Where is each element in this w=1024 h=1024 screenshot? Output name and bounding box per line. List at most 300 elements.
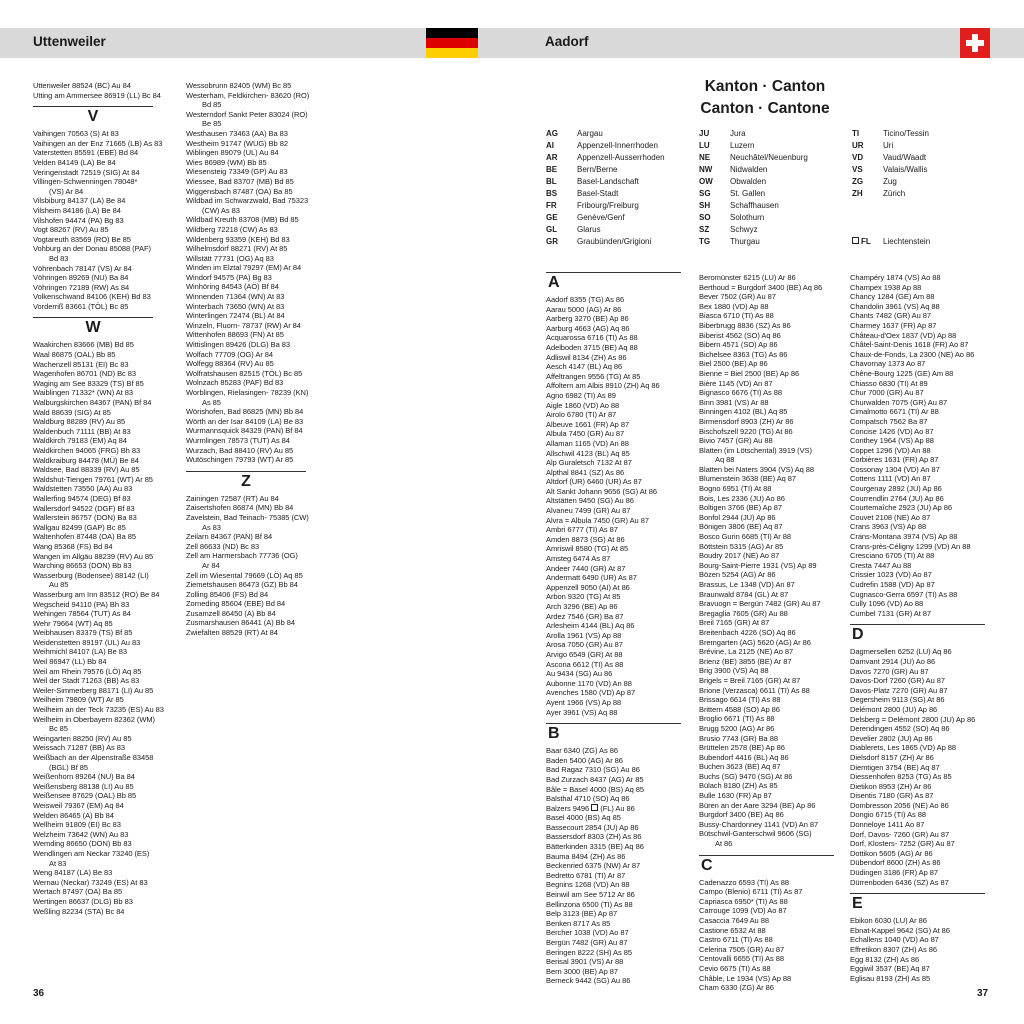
canton-code: GR: [546, 237, 558, 246]
index-entry: Aarberg 3270 (BE) Ap 86: [546, 314, 629, 324]
index-entry: Vöhringen 89269 (NU) Ba 84: [33, 273, 129, 283]
index-entry: Wörth an der Isar 84109 (LA) Be 83: [186, 416, 304, 426]
section-header: [546, 723, 696, 744]
index-entry: Zainingen 72587 (RT) Au 84: [186, 493, 279, 503]
index-entry: (VS) Ar 84: [49, 186, 84, 196]
canton-code: GL: [546, 225, 558, 234]
index-entry: Velden 84149 (LA) Be 84: [33, 157, 116, 167]
canton-row: [699, 212, 808, 224]
index-entry: Winhöring 84543 (AÖ) Bf 84: [186, 282, 279, 292]
index-entry: Warching 86653 (DON) Bb 83: [33, 561, 132, 571]
canton-row: [852, 164, 930, 176]
index-entry: Waal 86875 (OAL) Bb 85: [33, 350, 116, 360]
index-entry: Wildbad Kreuth 83708 (MB) Bd 85: [186, 215, 299, 225]
section-letter: V: [87, 108, 99, 126]
index-entry: Bubendorf 4416 (BL) Aq 86: [699, 752, 789, 762]
canton-row: [852, 176, 930, 188]
index-entry: Diablerets, Les 1865 (VD) Ap 88: [850, 743, 957, 753]
canton-row: [546, 164, 665, 176]
switzerland-flag-icon: [960, 28, 990, 58]
canton-code: ZG: [852, 177, 864, 186]
canton-code: OW: [699, 177, 713, 186]
index-entry: Veringenstadt 72519 (SIG) At 84: [33, 167, 140, 177]
canton-code: FR: [546, 201, 557, 210]
index-entry: Wiblingen 89079 (UL) Au 84: [186, 148, 279, 158]
index-entry: Delémont 2800 (JU) Ap 86: [850, 704, 938, 714]
index-entry: Bourg-Saint-Pierre 1931 (VS) Ap 89: [699, 560, 817, 570]
index-entry: Winnenden 71364 (WN) At 83: [186, 292, 285, 302]
index-entry: Ebnat-Kappel 9642 (SG) At 86: [850, 925, 950, 935]
index-entry: Weingarten 88250 (RV) Au 85: [33, 733, 132, 743]
index-entry: Bosco Gurin 6685 (TI) Ar 88: [699, 532, 792, 542]
canton-row: [699, 236, 808, 248]
index-entry: Dietikon 8953 (ZH) Ar 86: [850, 781, 932, 791]
index-entry: Vaihingen an der Enz 71665 (LB) As 83: [33, 138, 163, 148]
canton-row: [852, 236, 930, 248]
index-entry: Westerham, Feldkirchen- 83620 (RO): [186, 90, 310, 100]
index-entry: Adelboden 3715 (BE) Aq 88: [546, 342, 638, 352]
index-entry: Dorf, Davos- 7260 (GR) Au 87: [850, 829, 950, 839]
index-entry: Bülach 8180 (ZH) As 85: [699, 781, 778, 791]
index-entry: Ar 84: [202, 560, 220, 570]
index-entry: Castione 6532 At 88: [699, 925, 766, 935]
index-entry: Binn 3981 (VS) Ar 88: [699, 397, 769, 407]
index-entry: Brévine, La 2125 (NE) Ao 87: [699, 647, 794, 657]
index-entry: Ayent 1966 (VS) Ap 88: [546, 697, 622, 707]
index-entry: Zolling 85406 (FS) Bd 84: [186, 589, 269, 599]
index-entry: Wegscheid 94110 (PA) Bh 83: [33, 599, 130, 609]
index-entry: Zaisertshofen 86874 (MN) Bb 84: [186, 503, 294, 513]
index-entry: Waiblingen 71332* (WN) At 83: [33, 388, 134, 398]
canton-row: [852, 128, 930, 140]
index-entry: Eggiwil 3537 (BE) Aq 87: [850, 964, 930, 974]
index-entry: Begnins 1268 (VD) An 88: [546, 880, 630, 890]
index-entry: Bad Ragaz 7310 (SG) Au 86: [546, 765, 640, 775]
index-entry: Waldkraiburg 84478 (MÜ) Be 84: [33, 455, 139, 465]
index-entry: Biel 2500 (BE) Ap 86: [699, 359, 768, 369]
index-column-left-1: [33, 81, 183, 916]
index-entry: Weilheim in Oberbayern 82362 (WM): [33, 714, 156, 724]
index-entry: Appenzell 9050 (AI) At 86: [546, 582, 630, 592]
index-entry: Bischofszell 9220 (TG) At 86: [699, 426, 793, 436]
index-entry: Wiggensbach 87487 (OA) Ba 85: [186, 186, 293, 196]
canton-name: [883, 200, 885, 212]
index-entry: Conthey 1964 (VS) Ap 88: [850, 436, 934, 446]
canton-row: [852, 152, 930, 164]
index-entry: Büren an der Aare 3294 (BE) Ap 86: [699, 800, 816, 810]
index-entry: Brugg 5200 (AG) Ar 86: [699, 723, 775, 733]
canton-list-3: [852, 128, 930, 248]
canton-code: SG: [699, 189, 711, 198]
canton-code: VD: [852, 153, 864, 162]
index-entry: Disentis 7180 (GR) As 87: [850, 791, 934, 801]
index-entry: Dottikon 5605 (AG) Ar 86: [850, 848, 933, 858]
index-entry: Ebikon 6030 (LU) Ar 86: [850, 916, 927, 926]
index-entry: Windorf 94575 (PA) Bg 83: [186, 272, 272, 282]
index-entry: Carrouge 1099 (VD) Ao 87: [699, 906, 787, 916]
index-entry: Alvra = Albula 7450 (GR) Au 87: [546, 515, 649, 525]
index-entry: Chur 7000 (GR) Au 87: [850, 388, 924, 398]
canton-row: [699, 164, 808, 176]
index-entry: Aarburg 4663 (AG) Aq 86: [546, 323, 630, 333]
canton-row: [852, 188, 930, 200]
canton-code: TI: [852, 129, 860, 138]
section-letter: B: [548, 725, 560, 743]
canton-name: Nidwalden: [730, 165, 768, 174]
index-entry: Bercher 1038 (VD) Ao 87: [546, 928, 629, 938]
index-entry: Bedretto 6781 (TI) Ar 87: [546, 870, 626, 880]
index-entry: Volkenschwand 84106 (KEH) Bd 83: [33, 292, 151, 302]
canton-name: Liechtenstein: [883, 237, 931, 246]
index-entry: Vöhringen 72189 (RW) As 84: [33, 282, 130, 292]
index-entry: Uttenweiler 88524 (BC) Au 84: [33, 81, 131, 90]
index-entry: Cham 6330 (ZG) Ar 86: [699, 983, 774, 993]
canton-row: [699, 200, 808, 212]
canton-code: AI: [546, 141, 554, 150]
index-entry: Biberbrugg 8836 (SZ) As 86: [699, 320, 791, 330]
index-entry: Bätterkinden 3315 (BE) Aq 86: [546, 842, 644, 852]
index-entry: Zell am Harmersbach 77736 (OG): [186, 551, 298, 561]
index-entry: Albula 7450 (GR) Au 87: [546, 429, 625, 439]
page-number-right: 37: [977, 988, 989, 999]
canton-name: Basel-Landschaft: [577, 177, 639, 186]
index-entry: Andermatt 6490 (UR) As 87: [546, 573, 637, 583]
liechtenstein-box-icon: [852, 237, 859, 244]
index-entry: Wildbad im Schwarzwald, Bad 75323: [186, 196, 309, 206]
index-entry: Bassecourt 2854 (JU) Ap 86: [546, 822, 639, 832]
canton-row: [546, 152, 665, 164]
index-entry: Wang 85368 (FS) Bd 84: [33, 541, 113, 551]
index-entry: Blatten (im Lötschental) 3919 (VS): [699, 445, 812, 455]
index-entry: Bulle 1630 (FR) Ap 87: [699, 791, 772, 801]
canton-code: UR: [852, 141, 864, 150]
index-entry: Broglio 6671 (TI) As 88: [699, 714, 775, 724]
canton-row: [699, 176, 808, 188]
index-entry: Bienne = Biel 2500 (BE) Ap 86: [699, 368, 800, 378]
index-entry: Wachenzell 85131 (EI) Bc 83: [33, 359, 129, 369]
canton-code: AG: [546, 129, 558, 138]
index-entry: Waldsee, Bad 88339 (RV) Au 85: [33, 465, 140, 475]
index-entry: Winzeln, Fluorn- 78737 (RW) Ar 84: [186, 320, 301, 330]
canton-name: Jura: [730, 129, 746, 138]
index-entry: Wildenberg 93359 (KEH) Bd 83: [186, 234, 290, 244]
kanton-title-line1: Kanton · Canton: [704, 78, 826, 95]
index-entry: Bussy-Chardonney 1141 (VD) An 87: [699, 819, 819, 829]
index-entry: Zorneding 85604 (EBE) Bd 84: [186, 599, 286, 609]
index-entry: Davos-Dorf 7260 (GR) Au 87: [850, 676, 945, 686]
index-entry: Wurzach, Bad 88410 (RV) Au 85: [186, 445, 294, 455]
canton-name: St. Gallen: [730, 189, 766, 198]
index-entry: Bauma 8494 (ZH) As 86: [546, 851, 626, 861]
index-entry: Wasserburg am Inn 83512 (RO) Be 84: [33, 589, 160, 599]
index-entry: Vogtareuth 83569 (RO) Be 85: [33, 234, 131, 244]
index-entry: Campo (Blenio) 6711 (TI) As 87: [699, 887, 803, 897]
index-entry: Vaihingen 70563 (S) At 83: [33, 129, 119, 139]
section-header: [33, 317, 183, 338]
page-number-left: 36: [33, 988, 45, 999]
canton-name: Solothurn: [730, 213, 765, 222]
index-entry: Beromünster 6215 (LU) Ar 86: [699, 273, 796, 282]
canton-row: [546, 224, 665, 236]
page-title-left: Uttenweiler: [33, 34, 106, 49]
index-entry: Weißbach an der Alpenstraße 83458: [33, 753, 154, 762]
index-entry: Wörishofen, Bad 86825 (MN) Bb 84: [186, 407, 304, 417]
index-entry: Bivio 7457 (GR) Au 88: [699, 436, 773, 446]
index-entry: Chants 7482 (GR) Au 87: [850, 311, 932, 321]
index-entry: Wiesensteig 73349 (GP) Au 83: [186, 167, 288, 177]
index-entry: Coppet 1296 (VD) An 88: [850, 445, 931, 455]
index-entry: Utting am Ammersee 86919 (LL) Bc 84: [33, 90, 161, 100]
index-entry: Wolfratshausen 82515 (TÖL) Bc 85: [186, 368, 303, 378]
index-entry: Vogt 88267 (RV) Au 85: [33, 225, 109, 235]
index-entry: Wolnzach 85283 (PAF) Bd 83: [186, 378, 284, 388]
index-entry: Wertingen 86637 (DLG) Bb 83: [33, 896, 133, 906]
index-entry: Wallersdorf 94522 (DGF) Bf 83: [33, 503, 135, 513]
index-entry: Develier 2802 (JU) Ap 86: [850, 733, 933, 743]
index-entry: (CW) As 83: [202, 205, 240, 215]
index-entry: Vorderriß 83661 (TÖL) Bc 85: [33, 301, 129, 311]
index-entry: Bière 1145 (VD) An 87: [699, 378, 773, 388]
canton-name: Luzern: [730, 141, 755, 150]
index-entry: Dongio 6715 (TI) As 88: [850, 810, 927, 820]
index-entry: Weibhausen 83379 (TS) Bf 85: [33, 628, 133, 638]
index-entry: Wurmannsquick 84329 (PAN) Bf 84: [186, 426, 303, 436]
index-entry: Couvet 2108 (NE) Ao 87: [850, 512, 931, 522]
canton-row: [699, 152, 808, 164]
index-entry: Bözen 5254 (AG) Ar 86: [699, 570, 776, 580]
index-entry: Donneloye 1411 Ao 87: [850, 820, 925, 830]
index-entry: Weißensberg 88138 (LI) Au 85: [33, 781, 134, 791]
canton-code: BL: [546, 177, 557, 186]
index-entry: Wolfach 77709 (OG) Ar 84: [186, 349, 274, 359]
index-entry: Bad Zurzach 8437 (AG) Ar 85: [546, 774, 644, 784]
index-entry: Courgenay 2892 (JU) Ap 86: [850, 484, 942, 494]
canton-row: [699, 188, 808, 200]
index-entry: Ascona 6612 (TI) As 88: [546, 659, 624, 669]
index-entry: Cugnasco-Gerra 6597 (TI) As 88: [850, 589, 958, 599]
page-title-right: Aadorf: [545, 34, 589, 49]
index-entry: Airolo 6780 (TI) Ar 87: [546, 410, 617, 420]
index-entry: Crans 3963 (VS) Ap 88: [850, 522, 927, 532]
index-entry: Arolla 1961 (VS) Ap 88: [546, 630, 622, 640]
index-entry: Châtel-Saint-Denis 1618 (FR) Ao 87: [850, 340, 969, 350]
canton-code: NW: [699, 165, 713, 174]
index-entry: Champéry 1874 (VS) Ao 88: [850, 273, 941, 282]
index-entry: Wittislingen 89426 (DLG) Ba 83: [186, 340, 290, 350]
index-entry: Ardez 7546 (GR) Ba 87: [546, 611, 624, 621]
index-entry: Degersheim 9113 (SG) At 86: [850, 695, 945, 705]
kanton-title-line2: Canton · Cantone: [700, 100, 830, 117]
index-entry: Zavelstein, Bad Teinach- 75385 (CW): [186, 512, 309, 522]
index-entry: Brissago 6614 (TI) As 88: [699, 695, 781, 705]
index-entry: Weil der Stadt 71263 (BB) As 83: [33, 676, 140, 686]
index-entry: Dorf, Klosters- 7252 (GR) Au 87: [850, 839, 955, 849]
canton-code: [852, 212, 883, 224]
index-entry: Bogno 6951 (TI) At 88: [699, 484, 772, 494]
canton-list-2: [699, 128, 808, 248]
canton-code: JU: [699, 129, 710, 138]
index-entry: Waldburg 88289 (RV) Au 85: [33, 417, 126, 427]
canton-row: [852, 212, 930, 224]
index-entry: Balsthal 4710 (SO) Aq 86: [546, 794, 630, 804]
canton-name: Uri: [883, 141, 894, 150]
index-entry: Cresta 7447 Au 88: [850, 560, 912, 570]
index-entry: Cossonay 1304 (VD) An 87: [850, 464, 940, 474]
index-entry: As 85: [202, 397, 221, 407]
index-entry: Aubonne 1170 (VD) An 88: [546, 678, 632, 688]
index-entry: Weilheim 79809 (WT) Ar 85: [33, 695, 124, 705]
index-entry: Zell 86633 (ND) Bc 83: [186, 541, 260, 551]
canton-row: [852, 200, 930, 212]
index-entry: Winden im Elztal 79297 (EM) Ar 84: [186, 263, 302, 273]
index-entry: Capriasca 6950* (TI) As 88: [699, 896, 788, 906]
index-entry: Braunwald 8784 (GL) At 87: [699, 589, 789, 599]
index-entry: Aq 88: [715, 455, 735, 465]
index-entry: Waldstetten 73550 (AA) Au 83: [33, 484, 133, 494]
index-entry: Corbières 1631 (FR) Ap 87: [850, 455, 939, 465]
index-entry: Waging am See 83329 (TS) Bf 85: [33, 378, 144, 388]
canton-code: SZ: [699, 225, 710, 234]
index-entry: Waldkirchen 94065 (FRG) Bh 83: [33, 446, 141, 455]
canton-row: [699, 140, 808, 152]
index-entry: Alp Guraletsch 7132 At 87: [546, 458, 632, 468]
canton-row: [546, 200, 665, 212]
index-entry: Weil am Rhein 79576 (LÖ) Aq 85: [33, 666, 142, 676]
index-entry: Crans-Montana 3974 (VS) Ap 88: [850, 532, 958, 542]
kanton-title: [690, 76, 840, 120]
canton-name: Glarus: [577, 225, 601, 234]
index-entry: Avenches 1580 (VD) Ap 87: [546, 688, 636, 698]
index-entry: Basel 4000 (BS) Aq 85: [546, 813, 621, 823]
index-entry: Au 9434 (SG) Au 86: [546, 669, 613, 679]
index-entry: Bd 83: [49, 253, 69, 263]
canton-name: Zürich: [883, 189, 906, 198]
index-entry: Châble, Le 1934 (VS) Ap 88: [699, 973, 792, 983]
index-entry: Be 85: [202, 119, 222, 129]
index-entry: Davos 7270 (GR) Au 87: [850, 666, 929, 676]
canton-code: AR: [546, 153, 558, 162]
index-entry: Centovalli 6655 (TI) As 88: [699, 954, 784, 964]
index-entry: Weissach 71287 (BB) As 83: [33, 743, 125, 753]
index-entry: Courrendlin 2764 (JU) Ap 86: [850, 493, 944, 503]
index-entry: Westerndorf Sankt Peter 83024 (RO): [186, 109, 308, 119]
index-entry: Affoltern am Albis 8910 (ZH) Aq 86: [546, 381, 660, 391]
index-entry: Wolfegg 88364 (RV) Au 85: [186, 359, 274, 369]
canton-name: Schwyz: [730, 225, 758, 234]
index-entry: Vilsbiburg 84137 (LA) Be 84: [33, 196, 126, 206]
index-entry: Diemtigen 3754 (BE) Aq 87: [850, 762, 940, 772]
index-entry: Wallerfing 94574 (DEG) Bf 83: [33, 493, 131, 503]
index-entry: Cimalmotto 6671 (TI) Ar 88: [850, 407, 939, 417]
index-entry: At 86: [715, 839, 733, 849]
index-entry: Cevio 6675 (TI) As 88: [699, 963, 771, 973]
canton-code: BE: [546, 165, 558, 174]
canton-row: [699, 224, 808, 236]
section-letter: A: [548, 274, 560, 291]
index-entry: Albeuve 1661 (FR) Ap 87: [546, 419, 630, 429]
index-entry: Waakirchen 83666 (MB) Bd 85: [33, 340, 134, 350]
index-entry: Altstätten 9450 (SG) Au 86: [546, 496, 634, 506]
index-entry: Wagenhofen 86701 (ND) Bc 83: [33, 369, 137, 379]
index-entry: Zeilarn 84367 (PAN) Bf 84: [186, 532, 273, 542]
index-entry: (BGL) Bf 85: [49, 762, 89, 772]
index-entry: Wies 86989 (WM) Bb 85: [186, 157, 267, 167]
index-entry: Willstätt 77731 (OG) Aq 83: [186, 253, 274, 263]
index-entry: Baar 6340 (ZG) As 86: [546, 746, 618, 756]
index-entry: Bc 85: [49, 724, 68, 734]
index-entry: Alpthal 8841 (SZ) As 86: [546, 467, 625, 477]
canton-row: [546, 128, 665, 140]
index-entry: Winterlingen 72474 (BL) At 84: [186, 311, 285, 321]
section-letter: D: [852, 626, 864, 644]
index-entry: Eglisau 8193 (ZH) As 85: [850, 973, 931, 983]
index-entry: Wendlingen am Neckar 73240 (ES): [33, 848, 150, 858]
index-entry: Vöhrenbach 78147 (VS) Ar 84: [33, 263, 132, 273]
index-entry: Brione (Verzasca) 6611 (TI) As 88: [699, 685, 810, 695]
canton-name: Appenzell-Innerrhoden: [577, 141, 658, 150]
index-entry: Champex 1938 Ap 88: [850, 282, 922, 292]
index-entry: Alvaneu 7499 (GR) Au 87: [546, 506, 631, 516]
index-entry: Allaman 1165 (VD) An 88: [546, 438, 629, 448]
index-entry: Concise 1426 (VD) Ao 87: [850, 426, 934, 436]
index-entry: Effretikon 8307 (ZH) As 86: [850, 945, 937, 954]
index-entry: Amden 8873 (SG) At 86: [546, 534, 625, 544]
index-entry: Cudrefin 1588 (VD) Ap 87: [850, 580, 935, 589]
index-entry: Au 85: [49, 580, 69, 590]
index-entry: Chancy 1284 (GE) Am 88: [850, 292, 935, 302]
index-entry: Cresciano 6705 (TI) At 88: [850, 551, 935, 561]
index-entry: Boudry 2017 (NE) Ao 87: [699, 551, 780, 561]
index-column-right-3: [850, 273, 1000, 983]
canton-name: Genève/Genf: [577, 213, 625, 222]
canton-name: Zug: [883, 177, 897, 186]
index-entry: Chêne-Bourg 1225 (GE) Am 88: [850, 368, 954, 378]
index-entry: Bibern 4571 (SO) Ap 86: [699, 340, 778, 350]
section-letter: Z: [241, 472, 251, 490]
index-entry: Waldenbuch 71111 (BB) At 83: [33, 426, 131, 436]
section-header: [850, 893, 1000, 914]
index-entry: Westhausen 73463 (AA) Ba 83: [186, 128, 288, 138]
index-entry: Casaccia 7649 Au 88: [699, 916, 769, 925]
index-entry: Cottens 1111 (VD) An 87: [850, 474, 931, 484]
index-entry: Beckenried 6375 (NW) Ar 87: [546, 861, 641, 871]
index-entry: At 83: [49, 858, 67, 868]
index-entry: Bonfol 2944 (JU) Ap 86: [699, 512, 776, 522]
index-entry: Cully 1096 (VD) Ao 88: [850, 599, 924, 609]
index-entry: Delsberg = Delémont 2800 (JU) Ap 86: [850, 714, 976, 724]
index-entry: Vohburg an der Donau 85088 (PAF): [33, 244, 151, 254]
index-entry: Affeltrangen 9556 (TG) At 85: [546, 371, 641, 381]
canton-name: Bern/Berne: [577, 165, 618, 174]
canton-name: Fribourg/Freiburg: [577, 201, 639, 210]
canton-name: Thurgau: [730, 237, 760, 246]
index-entry: Wildberg 72218 (CW) As 83: [186, 224, 278, 234]
index-entry: Weßling 82234 (STA) Bc 84: [33, 906, 125, 916]
index-entry: Arvigo 6549 (GR) At 88: [546, 649, 623, 659]
index-entry: Wernau (Neckar) 73249 (ES) At 83: [33, 877, 148, 887]
canton-row: [699, 128, 808, 140]
index-entry: Bichelsee 8363 (TG) As 86: [699, 349, 788, 359]
index-entry: Welzheim 73642 (WN) Au 83: [33, 829, 129, 839]
index-entry: Arbon 9320 (TG) At 85: [546, 592, 621, 602]
liechtenstein-box-icon: [591, 804, 598, 811]
canton-row: [546, 140, 665, 152]
index-entry: Bellinzona 6500 (TI) As 88: [546, 899, 633, 909]
index-entry: Bâle = Basel 4000 (BS) Aq 85: [546, 784, 645, 794]
index-entry: Brassus, Le 1348 (VD) An 87: [699, 580, 795, 589]
index-entry: Aadorf 8355 (TG) As 86: [546, 295, 625, 304]
canton-name: Basel-Stadt: [577, 189, 619, 198]
